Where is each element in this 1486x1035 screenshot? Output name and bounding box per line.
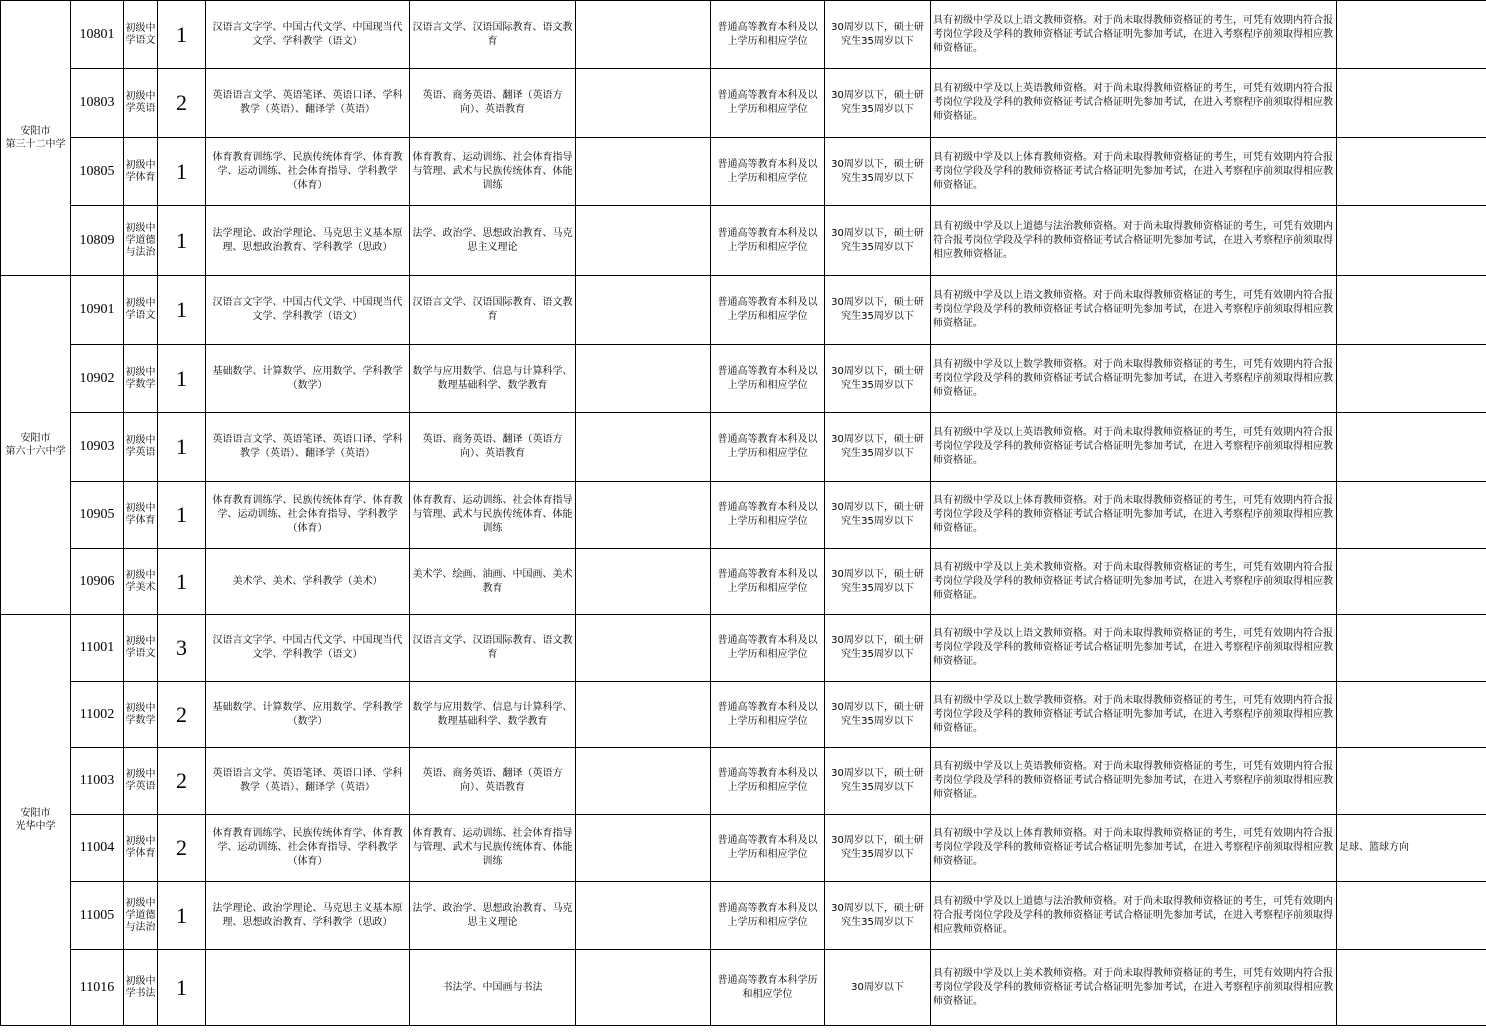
job-code: 11004 xyxy=(71,815,124,882)
table-row xyxy=(1,950,1486,1026)
hire-count: 1 xyxy=(158,138,206,206)
qualification-requirement: 具有初级中学及以上语文教师资格。对于尚未取得教师资格证的考生，可凭有效期内符合报考岗位学段及学科的教师资格证考试合格证明先参加考试，在进入考察程序前须取得相应教师资格证。 xyxy=(931,615,1337,682)
post-name: 初级中学数学 xyxy=(124,345,158,413)
remark xyxy=(1337,138,1486,206)
age-requirement: 30周岁以下，硕士研究生35周岁以下 xyxy=(825,682,931,748)
blank-cell xyxy=(576,69,711,138)
age-requirement: 30周岁以下，硕士研究生35周岁以下 xyxy=(825,615,931,682)
blank-cell xyxy=(576,345,711,413)
school-name: 安阳市 第六十六中学 xyxy=(1,276,71,615)
job-code: 11003 xyxy=(71,748,124,815)
qualification-requirement: 具有初级中学及以上美术教师资格。对于尚未取得教师资格证的考生，可凭有效期内符合报考岗位学段及学科的教师资格证考试合格证明先参加考试，在进入考察程序前须取得相应教师资格证。 xyxy=(931,549,1337,615)
graduate-major: 体育教育训练学、民族传统体育学、体育教学、运动训练、社会体育指导、学科教学（体育） xyxy=(206,815,410,882)
post-name: 初级中学语文 xyxy=(124,276,158,345)
undergraduate-major: 书法学、中国画与书法 xyxy=(410,950,576,1026)
post-name: 初级中学道德与法治 xyxy=(124,882,158,950)
undergraduate-major: 英语、商务英语、翻译（英语方向）、英语教育 xyxy=(410,413,576,482)
job-code: 11016 xyxy=(71,950,124,1026)
remark xyxy=(1337,413,1486,482)
graduate-major: 法学理论、政治学理论、马克思主义基本原理、思想政治教育、学科教学（思政） xyxy=(206,206,410,276)
age-requirement: 30周岁以下，硕士研究生35周岁以下 xyxy=(825,882,931,950)
education-requirement: 普通高等教育本科及以上学历和相应学位 xyxy=(711,882,825,950)
job-code: 10809 xyxy=(71,206,124,276)
post-name: 初级中学语文 xyxy=(124,1,158,69)
education-requirement: 普通高等教育本科及以上学历和相应学位 xyxy=(711,682,825,748)
qualification-requirement: 具有初级中学及以上体育教师资格。对于尚未取得教师资格证的考生，可凭有效期内符合报考岗位学段及学科的教师资格证考试合格证明先参加考试，在进入考察程序前须取得相应教师资格证。 xyxy=(931,482,1337,549)
qualification-requirement: 具有初级中学及以上英语教师资格。对于尚未取得教师资格证的考生，可凭有效期内符合报考岗位学段及学科的教师资格证考试合格证明先参加考试，在进入考察程序前须取得相应教师资格证。 xyxy=(931,748,1337,815)
graduate-major: 体育教育训练学、民族传统体育学、体育教学、运动训练、社会体育指导、学科教学（体育） xyxy=(206,482,410,549)
job-code: 10906 xyxy=(71,549,124,615)
table-row xyxy=(1,549,1486,615)
graduate-major: 美术学、美术、学科教学（美术） xyxy=(206,549,410,615)
qualification-requirement: 具有初级中学及以上道德与法治教师资格。对于尚未取得教师资格证的考生，可凭有效期内符合报考岗位学段及学科的教师资格证考试合格证明先参加考试，在进入考察程序前须取得相应教师资格证。 xyxy=(931,882,1337,950)
hire-count: 2 xyxy=(158,682,206,748)
graduate-major: 体育教育训练学、民族传统体育学、体育教学、运动训练、社会体育指导、学科教学（体育） xyxy=(206,138,410,206)
age-requirement: 30周岁以下，硕士研究生35周岁以下 xyxy=(825,748,931,815)
undergraduate-major: 英语、商务英语、翻译（英语方向）、英语教育 xyxy=(410,69,576,138)
remark xyxy=(1337,882,1486,950)
graduate-major xyxy=(206,950,410,1026)
education-requirement: 普通高等教育本科及以上学历和相应学位 xyxy=(711,138,825,206)
graduate-major: 法学理论、政治学理论、马克思主义基本原理、思想政治教育、学科教学（思政） xyxy=(206,882,410,950)
table-row xyxy=(1,413,1486,482)
undergraduate-major: 法学、政治学、思想政治教育、马克思主义理论 xyxy=(410,882,576,950)
undergraduate-major: 体育教育、运动训练、社会体育指导与管理、武术与民族传统体育、体能训练 xyxy=(410,815,576,882)
blank-cell xyxy=(576,276,711,345)
hire-count: 1 xyxy=(158,345,206,413)
age-requirement: 30周岁以下，硕士研究生35周岁以下 xyxy=(825,276,931,345)
education-requirement: 普通高等教育本科及以上学历和相应学位 xyxy=(711,549,825,615)
remark xyxy=(1337,206,1486,276)
hire-count: 2 xyxy=(158,69,206,138)
education-requirement: 普通高等教育本科及以上学历和相应学位 xyxy=(711,815,825,882)
hire-count: 1 xyxy=(158,1,206,69)
blank-cell xyxy=(576,748,711,815)
age-requirement: 30周岁以下，硕士研究生35周岁以下 xyxy=(825,549,931,615)
undergraduate-major: 法学、政治学、思想政治教育、马克思主义理论 xyxy=(410,206,576,276)
undergraduate-major: 美术学、绘画、油画、中国画、美术教育 xyxy=(410,549,576,615)
hire-count: 1 xyxy=(158,950,206,1026)
education-requirement: 普通高等教育本科及以上学历和相应学位 xyxy=(711,69,825,138)
blank-cell xyxy=(576,482,711,549)
age-requirement: 30周岁以下，硕士研究生35周岁以下 xyxy=(825,815,931,882)
post-name: 初级中学道德与法治 xyxy=(124,206,158,276)
hire-count: 1 xyxy=(158,276,206,345)
blank-cell xyxy=(576,950,711,1026)
table-row xyxy=(1,815,1486,882)
qualification-requirement: 具有初级中学及以上英语教师资格。对于尚未取得教师资格证的考生，可凭有效期内符合报考岗位学段及学科的教师资格证考试合格证明先参加考试，在进入考察程序前须取得相应教师资格证。 xyxy=(931,413,1337,482)
undergraduate-major: 英语、商务英语、翻译（英语方向）、英语教育 xyxy=(410,748,576,815)
blank-cell xyxy=(576,549,711,615)
job-code: 11002 xyxy=(71,682,124,748)
table-row xyxy=(1,206,1486,276)
remark xyxy=(1337,1,1486,69)
age-requirement: 30周岁以下，硕士研究生35周岁以下 xyxy=(825,206,931,276)
education-requirement: 普通高等教育本科及以上学历和相应学位 xyxy=(711,345,825,413)
qualification-requirement: 具有初级中学及以上数学教师资格。对于尚未取得教师资格证的考生，可凭有效期内符合报考岗位学段及学科的教师资格证考试合格证明先参加考试，在进入考察程序前须取得相应教师资格证。 xyxy=(931,345,1337,413)
table-row xyxy=(1,138,1486,206)
post-name: 初级中学英语 xyxy=(124,413,158,482)
job-code: 10905 xyxy=(71,482,124,549)
undergraduate-major: 体育教育、运动训练、社会体育指导与管理、武术与民族传统体育、体能训练 xyxy=(410,138,576,206)
post-name: 初级中学英语 xyxy=(124,748,158,815)
graduate-major: 英语语言文学、英语笔译、英语口译、学科教学（英语）、翻译学（英语） xyxy=(206,413,410,482)
blank-cell xyxy=(576,413,711,482)
hire-count: 2 xyxy=(158,748,206,815)
blank-cell xyxy=(576,682,711,748)
hire-count: 2 xyxy=(158,815,206,882)
table-row xyxy=(1,69,1486,138)
remark xyxy=(1337,950,1486,1026)
job-code: 10803 xyxy=(71,69,124,138)
remark xyxy=(1337,748,1486,815)
education-requirement: 普通高等教育本科学历和相应学位 xyxy=(711,950,825,1026)
age-requirement: 30周岁以下，硕士研究生35周岁以下 xyxy=(825,482,931,549)
table-row xyxy=(1,682,1486,748)
education-requirement: 普通高等教育本科及以上学历和相应学位 xyxy=(711,206,825,276)
graduate-major: 基础数学、计算数学、应用数学、学科教学（数学） xyxy=(206,345,410,413)
post-name: 初级中学体育 xyxy=(124,815,158,882)
hire-count: 1 xyxy=(158,413,206,482)
hire-count: 1 xyxy=(158,482,206,549)
education-requirement: 普通高等教育本科及以上学历和相应学位 xyxy=(711,482,825,549)
job-code: 10903 xyxy=(71,413,124,482)
blank-cell xyxy=(576,206,711,276)
undergraduate-major: 汉语言文学、汉语国际教育、语文教育 xyxy=(410,1,576,69)
graduate-major: 汉语言文字学、中国古代文学、中国现当代文学、学科教学（语文） xyxy=(206,615,410,682)
age-requirement: 30周岁以下 xyxy=(825,950,931,1026)
education-requirement: 普通高等教育本科及以上学历和相应学位 xyxy=(711,1,825,69)
remark xyxy=(1337,482,1486,549)
school-name: 安阳市 第三十二中学 xyxy=(1,1,71,276)
table-row xyxy=(1,1,1486,69)
job-code: 10902 xyxy=(71,345,124,413)
job-code: 11001 xyxy=(71,615,124,682)
blank-cell xyxy=(576,615,711,682)
qualification-requirement: 具有初级中学及以上道德与法治教师资格。对于尚未取得教师资格证的考生，可凭有效期内符合报考岗位学段及学科的教师资格证考试合格证明先参加考试，在进入考察程序前须取得相应教师资格证。 xyxy=(931,206,1337,276)
undergraduate-major: 体育教育、运动训练、社会体育指导与管理、武术与民族传统体育、体能训练 xyxy=(410,482,576,549)
blank-cell xyxy=(576,882,711,950)
graduate-major: 汉语言文字学、中国古代文学、中国现当代文学、学科教学（语文） xyxy=(206,276,410,345)
undergraduate-major: 数学与应用数学、信息与计算科学、数理基础科学、数学教育 xyxy=(410,345,576,413)
post-name: 初级中学语文 xyxy=(124,615,158,682)
qualification-requirement: 具有初级中学及以上英语教师资格。对于尚未取得教师资格证的考生，可凭有效期内符合报考岗位学段及学科的教师资格证考试合格证明先参加考试，在进入考察程序前须取得相应教师资格证。 xyxy=(931,69,1337,138)
hire-count: 1 xyxy=(158,549,206,615)
age-requirement: 30周岁以下，硕士研究生35周岁以下 xyxy=(825,345,931,413)
job-code: 10801 xyxy=(71,1,124,69)
job-code: 10805 xyxy=(71,138,124,206)
remark xyxy=(1337,615,1486,682)
age-requirement: 30周岁以下，硕士研究生35周岁以下 xyxy=(825,413,931,482)
post-name: 初级中学数学 xyxy=(124,682,158,748)
remark xyxy=(1337,276,1486,345)
education-requirement: 普通高等教育本科及以上学历和相应学位 xyxy=(711,615,825,682)
table-row xyxy=(1,482,1486,549)
post-name: 初级中学体育 xyxy=(124,138,158,206)
undergraduate-major: 数学与应用数学、信息与计算科学、数理基础科学、数学教育 xyxy=(410,682,576,748)
graduate-major: 汉语言文字学、中国古代文学、中国现当代文学、学科教学（语文） xyxy=(206,1,410,69)
post-name: 初级中学体育 xyxy=(124,482,158,549)
table-row xyxy=(1,276,1486,345)
table-row xyxy=(1,748,1486,815)
table-row xyxy=(1,345,1486,413)
age-requirement: 30周岁以下，硕士研究生35周岁以下 xyxy=(825,1,931,69)
qualification-requirement: 具有初级中学及以上美术教师资格。对于尚未取得教师资格证的考生，可凭有效期内符合报考岗位学段及学科的教师资格证考试合格证明先参加考试，在进入考察程序前须取得相应教师资格证。 xyxy=(931,950,1337,1026)
hire-count: 1 xyxy=(158,206,206,276)
education-requirement: 普通高等教育本科及以上学历和相应学位 xyxy=(711,276,825,345)
qualification-requirement: 具有初级中学及以上语文教师资格。对于尚未取得教师资格证的考生，可凭有效期内符合报考岗位学段及学科的教师资格证考试合格证明先参加考试，在进入考察程序前须取得相应教师资格证。 xyxy=(931,1,1337,69)
remark xyxy=(1337,345,1486,413)
post-name: 初级中学书法 xyxy=(124,950,158,1026)
qualification-requirement: 具有初级中学及以上数学教师资格。对于尚未取得教师资格证的考生，可凭有效期内符合报考岗位学段及学科的教师资格证考试合格证明先参加考试，在进入考察程序前须取得相应教师资格证。 xyxy=(931,682,1337,748)
remark xyxy=(1337,682,1486,748)
undergraduate-major: 汉语言文学、汉语国际教育、语文教育 xyxy=(410,276,576,345)
blank-cell xyxy=(576,138,711,206)
remark: 足球、篮球方向 xyxy=(1337,815,1486,882)
job-code: 11005 xyxy=(71,882,124,950)
school-name: 安阳市 光华中学 xyxy=(1,615,71,1026)
post-name: 初级中学英语 xyxy=(124,69,158,138)
remark xyxy=(1337,69,1486,138)
table-body xyxy=(1,1,1486,1026)
age-requirement: 30周岁以下，硕士研究生35周岁以下 xyxy=(825,138,931,206)
table-row xyxy=(1,615,1486,682)
undergraduate-major: 汉语言文学、汉语国际教育、语文教育 xyxy=(410,615,576,682)
qualification-requirement: 具有初级中学及以上语文教师资格。对于尚未取得教师资格证的考生，可凭有效期内符合报考岗位学段及学科的教师资格证考试合格证明先参加考试，在进入考察程序前须取得相应教师资格证。 xyxy=(931,276,1337,345)
remark xyxy=(1337,549,1486,615)
qualification-requirement: 具有初级中学及以上体育教师资格。对于尚未取得教师资格证的考生，可凭有效期内符合报考岗位学段及学科的教师资格证考试合格证明先参加考试，在进入考察程序前须取得相应教师资格证。 xyxy=(931,138,1337,206)
age-requirement: 30周岁以下，硕士研究生35周岁以下 xyxy=(825,69,931,138)
qualification-requirement: 具有初级中学及以上体育教师资格。对于尚未取得教师资格证的考生，可凭有效期内符合报考岗位学段及学科的教师资格证考试合格证明先参加考试，在进入考察程序前须取得相应教师资格证。 xyxy=(931,815,1337,882)
graduate-major: 基础数学、计算数学、应用数学、学科教学（数学） xyxy=(206,682,410,748)
blank-cell xyxy=(576,1,711,69)
hire-count: 3 xyxy=(158,615,206,682)
job-code: 10901 xyxy=(71,276,124,345)
graduate-major: 英语语言文学、英语笔译、英语口译、学科教学（英语）、翻译学（英语） xyxy=(206,748,410,815)
hire-count: 1 xyxy=(158,882,206,950)
post-name: 初级中学美术 xyxy=(124,549,158,615)
table-row xyxy=(1,882,1486,950)
graduate-major: 英语语言文学、英语笔译、英语口译、学科教学（英语）、翻译学（英语） xyxy=(206,69,410,138)
education-requirement: 普通高等教育本科及以上学历和相应学位 xyxy=(711,748,825,815)
education-requirement: 普通高等教育本科及以上学历和相应学位 xyxy=(711,413,825,482)
blank-cell xyxy=(576,815,711,882)
